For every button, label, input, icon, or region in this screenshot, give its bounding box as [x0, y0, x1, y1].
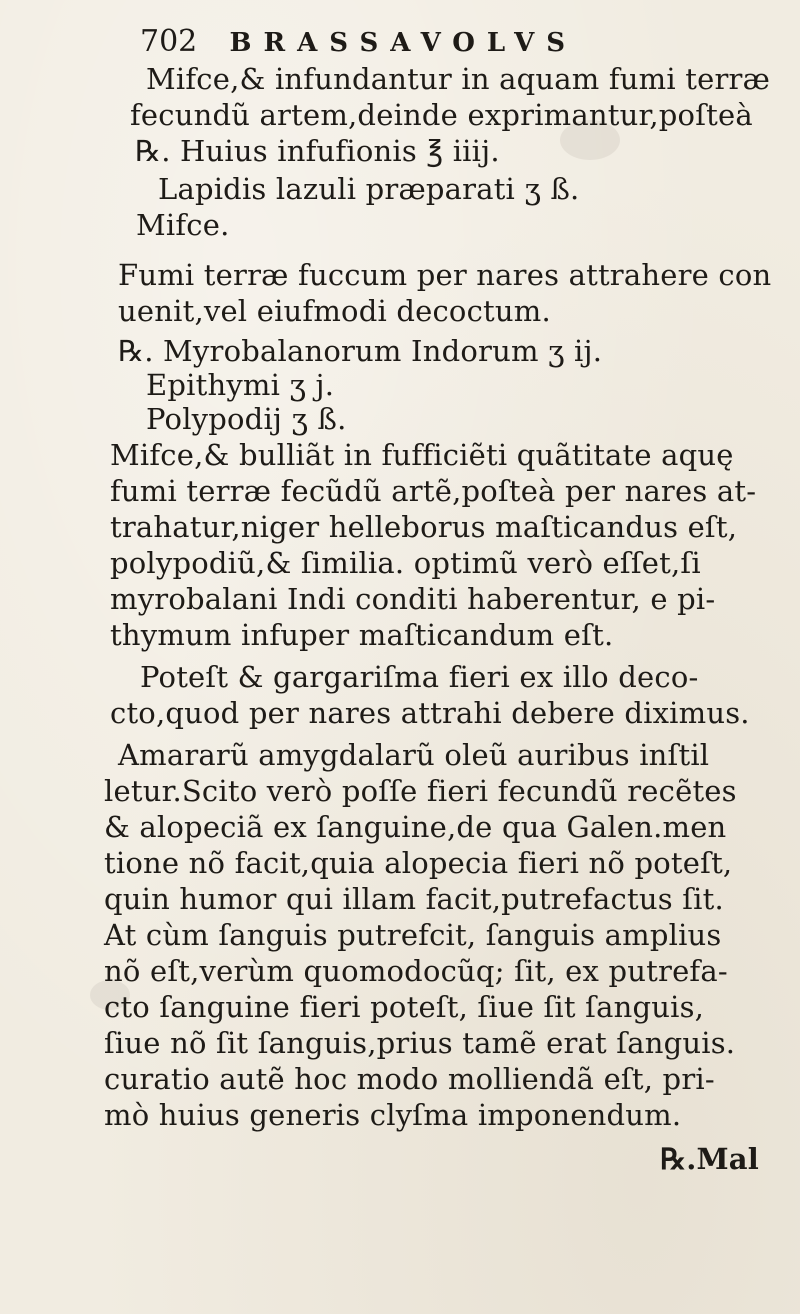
text-line: letur.Scito verò poſſe fieri fecundũ recẽtes: [104, 774, 737, 808]
text-line: Polypodij ʒ ß.: [146, 402, 347, 436]
text-line: Fumi terræ fuccum per nares attrahere con: [118, 258, 772, 292]
text-line: cto ſanguine fieri poteſt, ſiue ſit ſanguis,: [104, 990, 705, 1024]
running-head-title: BRASSAVOLVS: [229, 28, 578, 58]
text-line: Lapidis lazuli præparati ʒ ß.: [158, 172, 580, 206]
text-line: ſiue nõ ſit ſanguis,prius tamẽ erat ſanguis.: [104, 1026, 736, 1060]
text-line: uenit,vel eiufmodi decoctum.: [118, 294, 551, 328]
text-line: fecundũ artem,deinde exprimantur,poſteà: [130, 98, 753, 132]
text-line: ℞. Myrobalanorum Indorum ʒ ij.: [118, 334, 603, 368]
text-line: nõ eſt,verùm quomodocũq; ſit, ex putrefa-: [104, 954, 728, 988]
text-line: cto,quod per nares attrahi debere diximus.: [110, 696, 750, 730]
text-line: Mifce,& bulliãt in fufficiẽti quãtitate aquę: [110, 438, 734, 472]
text-line: Poteſt & gargariſma fieri ex illo deco-: [140, 660, 699, 694]
text-line: trahatur,niger helleborus maſticandus eſt,: [110, 510, 738, 544]
text-line: mò huius generis clyſma imponendum.: [104, 1098, 682, 1132]
text-line: Mifce.: [136, 208, 230, 242]
text-line: Epithymi ʒ j.: [146, 368, 335, 402]
text-line: fumi terræ fecũdũ artẽ,poſteà per nares at-: [110, 474, 757, 508]
text-line: polypodiũ,& ſimilia. optimũ verò eſſet,ſi: [110, 546, 701, 580]
text-line: ℞. Huius infufionis ℥ iiij.: [135, 134, 500, 168]
text-line: Amararũ amygdalarũ oleũ auribus inſtil: [118, 738, 710, 772]
text-line: quin humor qui illam facit,putrefactus ſit.: [104, 882, 724, 916]
text-line: & alopeciã ex ſanguine,de qua Galen.men: [104, 810, 727, 844]
catchword: ℞.Mal: [660, 1142, 760, 1176]
text-line: Mifce,& infundantur in aquam fumi terræ: [146, 62, 771, 96]
text-line: tione nõ facit,quia alopecia fieri nõ poteſt,: [104, 846, 733, 880]
text-line: curatio autẽ hoc modo molliendã eſt, pri-: [104, 1062, 715, 1096]
text-line: thymum infuper maſticandum eſt.: [110, 618, 614, 652]
text-line: myrobalani Indi conditi haberentur, e pi-: [110, 582, 716, 616]
text-line: At cùm ſanguis putrefcit, ſanguis amplius: [104, 918, 722, 952]
page-number: 702: [140, 24, 198, 59]
